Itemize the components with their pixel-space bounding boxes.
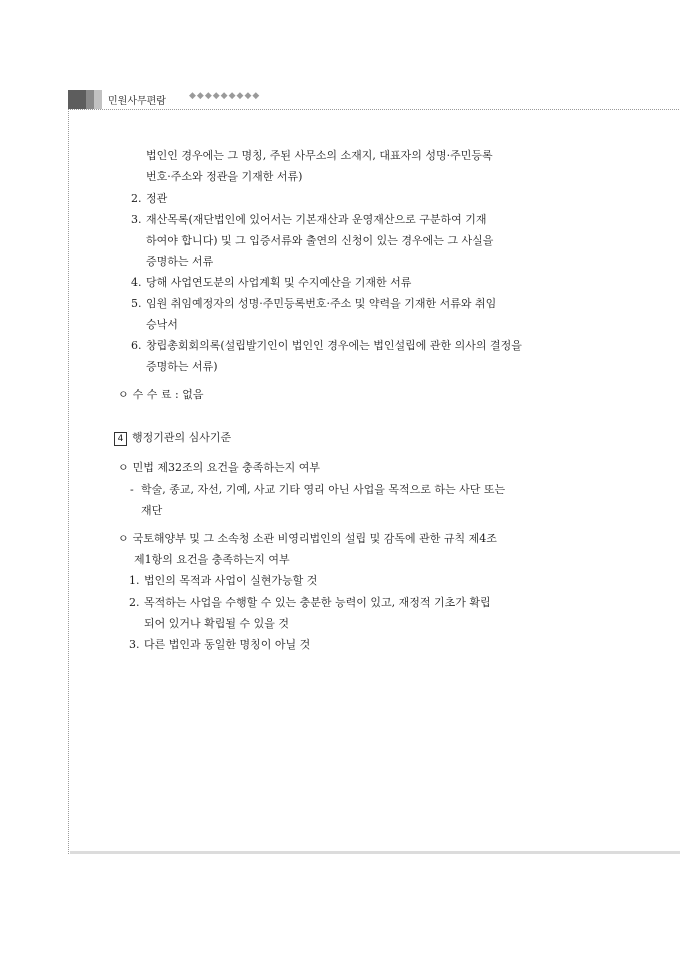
- criteria-item-number: 3.: [129, 638, 140, 651]
- criteria-text: 국토해양부 및 그 소속청 소관 비영리법인의 설립 및 감독에 관한 규칙 제4조: [132, 532, 497, 545]
- docs-item-text: 증명하는 서류): [146, 360, 218, 373]
- docs-item-text: 임원 취임예정자의 성명·주민등록번호·주소 및 약력을 기재한 서류와 취임: [146, 297, 497, 310]
- criteria-item-text: 되어 있거나 확립될 수 있을 것: [144, 617, 289, 630]
- circle-bullet-icon: ㅇ: [118, 532, 129, 545]
- fee-line: [118, 388, 203, 402]
- docs-continuation-line: 법인인 경우에는 그 명칭, 주된 사무소의 소재지, 대표자의 성명·주민등록: [146, 149, 493, 162]
- docs-item-number: 3.: [131, 213, 142, 226]
- header-tab-light: [94, 90, 102, 109]
- circle-bullet-icon: ㅇ: [118, 388, 129, 401]
- criteria-item-text: 목적하는 사업을 수행할 수 있는 충분한 능력이 있고, 재정적 기초가 확립: [144, 596, 491, 609]
- header-title: 민원사무편람: [108, 96, 166, 107]
- section-number-box: 4: [114, 432, 127, 446]
- docs-item-number: 2.: [131, 192, 142, 205]
- criteria-text: 민법 제32조의 요건을 충족하는지 여부: [132, 461, 321, 474]
- docs-item-number: 5.: [131, 297, 142, 310]
- criteria-text-continued: 제1항의 요건을 충족하는지 여부: [134, 553, 290, 566]
- circle-bullet-icon: ㅇ: [118, 461, 129, 474]
- docs-item-text: 당해 사업연도분의 사업계획 및 수지예산을 기재한 서류: [146, 276, 412, 289]
- header-tab-mid: [86, 90, 94, 109]
- criteria-item-text: 법인의 목적과 사업이 실현가능할 것: [144, 574, 318, 587]
- criteria-item-number: 2.: [129, 596, 140, 609]
- criteria-item-text: 다른 법인과 동일한 명칭이 아닐 것: [144, 638, 311, 651]
- criteria-line: [118, 532, 497, 546]
- header-tab-dark: [68, 90, 86, 109]
- docs-item-text: 재산목록(재단법인에 있어서는 기본재산과 운영재산으로 구분하여 기재: [146, 213, 487, 226]
- criteria-sub-text: 학술, 종교, 자선, 기예, 사교 기타 영리 아닌 사업을 목적으로 하는 사단 또는: [141, 483, 506, 496]
- docs-item-number: 6.: [131, 339, 142, 352]
- section-heading: [114, 431, 231, 446]
- section-title: 행정기관의 심사기준: [132, 431, 232, 444]
- docs-item-number: 4.: [131, 276, 142, 289]
- docs-item-text: 증명하는 서류: [146, 255, 214, 268]
- header-dots: ◆◆◆◆◆◆◆◆◆: [189, 91, 261, 101]
- docs-item-text: 하여야 합니다) 및 그 입증서류와 출연의 신청이 있는 경우에는 그 사실을: [146, 234, 494, 247]
- criteria-line: [118, 461, 320, 475]
- docs-item-text: 창립총회회의록(설립발기인이 법인인 경우에는 법인설립에 관한 의사의 결정을: [146, 339, 522, 352]
- criteria-item-number: 1.: [129, 574, 140, 587]
- bottom-rule: [70, 851, 680, 854]
- page-header: [68, 89, 680, 109]
- docs-continuation-line: 번호·주소와 정관을 기재한 서류): [146, 170, 303, 183]
- criteria-sub-text: 재단: [141, 504, 163, 517]
- header-tab-marks: [68, 90, 102, 109]
- fee-text: 수 수 료 : 없음: [132, 388, 204, 401]
- docs-item-text: 정관: [146, 192, 168, 205]
- docs-item-text: 승낙서: [146, 318, 178, 331]
- criteria-sub-dash: -: [130, 483, 134, 496]
